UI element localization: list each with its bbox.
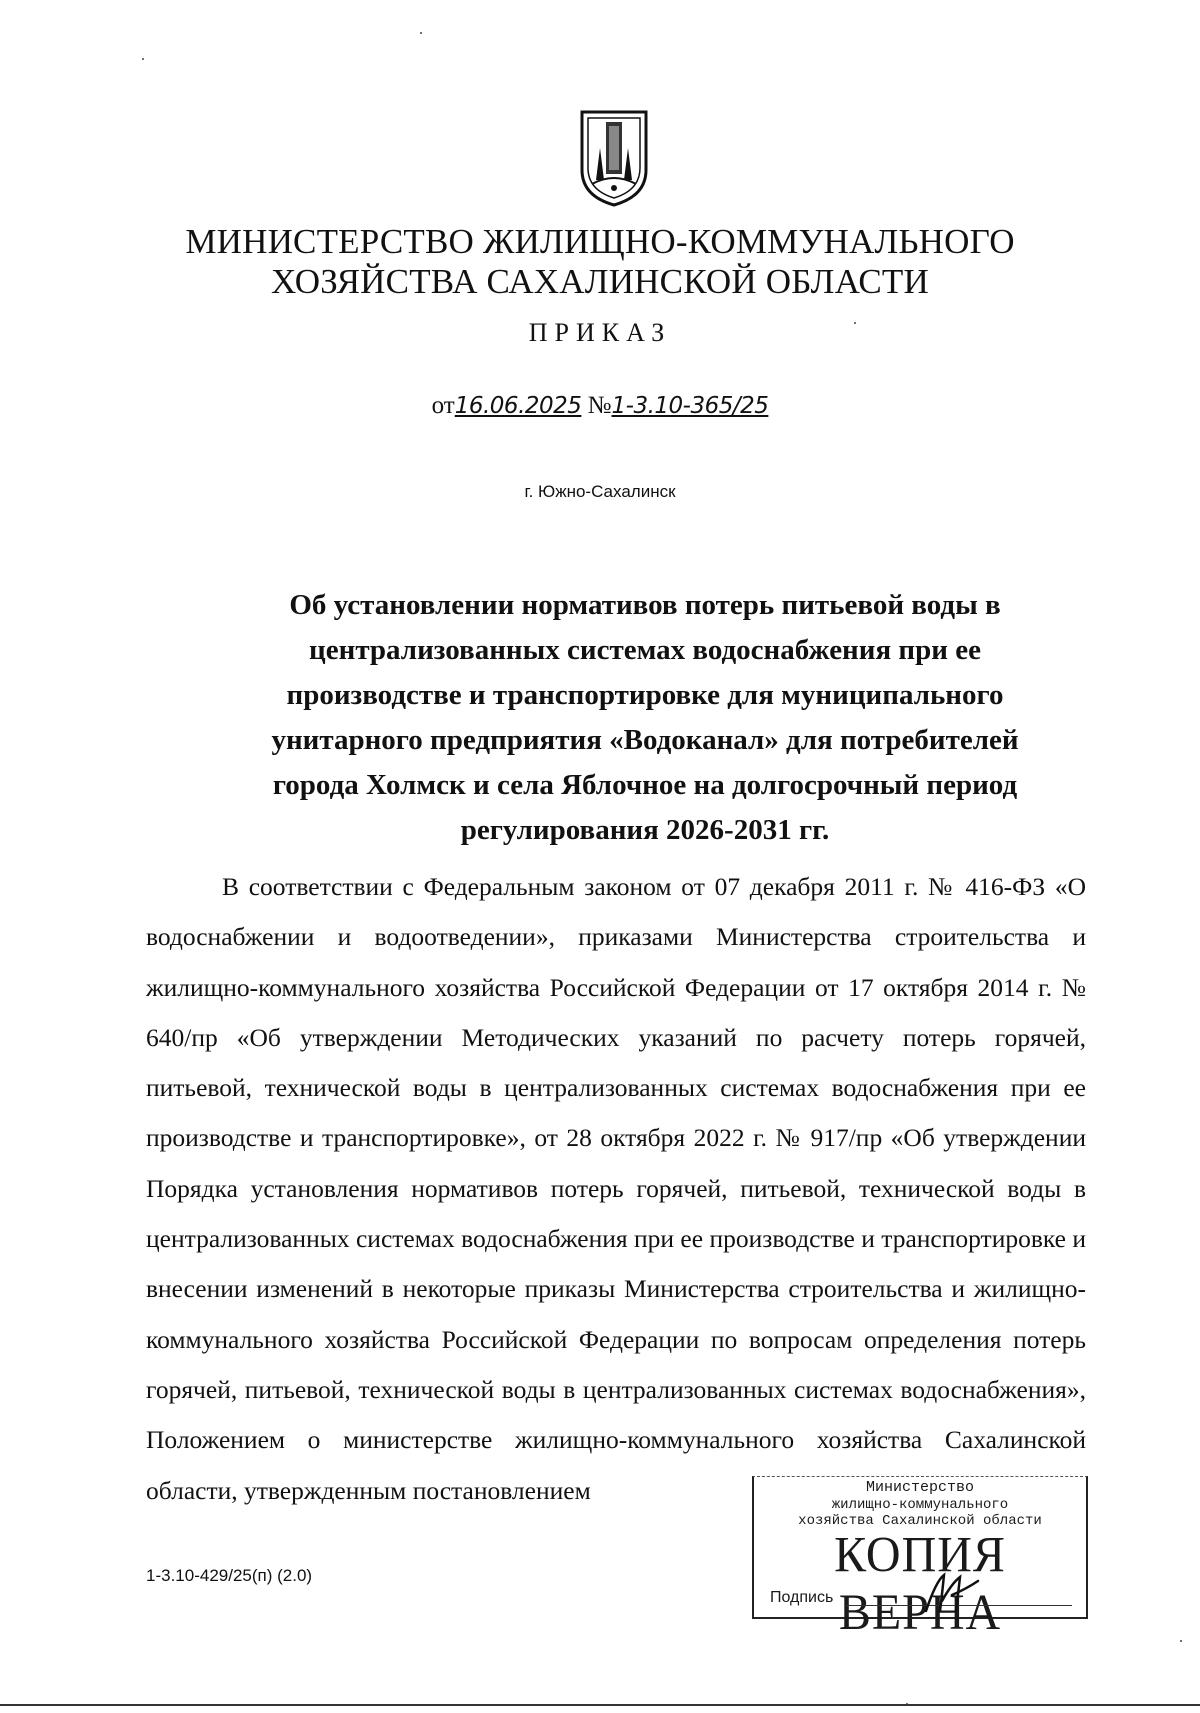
scan-speck [1180, 1640, 1182, 1642]
heading-line: регулирования 2026-2031 гг. [460, 814, 830, 846]
copy-certified-stamp [752, 1476, 1088, 1641]
heading-line: унитарного предприятия «Водоканал» для потребителей [271, 724, 1019, 756]
stamp-line3: хозяйства Сахалинской области [798, 1513, 1042, 1529]
scan-speck [854, 322, 856, 324]
doc-code: 1-3.10-429/25(п) (2.0) [146, 1566, 313, 1585]
stamp-main-text: КОПИЯ ВЕРНА [834, 1527, 1006, 1641]
stamp-line1: Министерство [865, 1479, 975, 1496]
number-prefix: № [587, 392, 612, 419]
date-value: 16.06.2025 [454, 393, 582, 419]
doc-type-title: ПРИКАЗ [528, 318, 672, 347]
heading-line: производстве и транспортировке для муниципального [286, 679, 1004, 711]
scan-speck [142, 58, 144, 60]
ministry-name-line2: ХОЗЯЙСТВА САХАЛИНСКОЙ ОБЛАСТИ [271, 262, 929, 301]
ministry-name-line1: МИНИСТЕРСТВО ЖИЛИЩНО-КОММУНАЛЬНОГО [185, 222, 1015, 261]
page-bottom-edge [0, 1704, 1200, 1706]
order-date-number [300, 392, 900, 420]
heading-line: города Холмск и села Яблочное на долгосрочный период [272, 769, 1018, 801]
body-paragraph: В соответствии с Федеральным законом от 07 декабря 2011 г. № 416-ФЗ «О водоснабжении и водоотведении», приказами Министерства строительства и жилищно-коммунального хозяйства Российской Федерации от 17 октября 2014 г. № 640/пр «Об утверждении Методических указаний по расчету потерь горячей, питьевой, технической воды в централизованных системах водоснабжения при ее производстве и транспортировке», от 28 октября 2022 г. № 917/пр «Об утверждении Порядка установления нормативов потерь горячей, питьевой, технической воды в централизованных системах водоснабжения при ее производстве и транспортировке и внесении изменений в некоторые приказы Министерства строительства и жилищно-коммунального хозяйства Российской Федерации по вопросам определения потерь горячей, питьевой, технической воды в централизованных системах водоснабжения», Положением о министерстве жилищно-коммунального хозяйства Сахалинской области, утвержденным постановлением [146, 872, 1086, 1505]
scan-speck [420, 32, 422, 34]
scan-speck [906, 1703, 908, 1705]
date-prefix: от [431, 392, 455, 419]
order-heading [200, 583, 1090, 853]
stamp-line2: жилищно-коммунального [831, 1497, 1009, 1513]
number-value: 1-3.10-365/25 [611, 393, 769, 419]
city-name: г. Южно-Сахалинск [524, 482, 676, 501]
heading-line: Об установлении нормативов потерь питьевой воды в [289, 589, 1001, 621]
ministry-name [150, 222, 1050, 302]
signature-mark-icon [922, 1571, 982, 1615]
heading-line: централизованных системах водоснабжения при ее [309, 634, 981, 666]
stamp-sign-label: Подпись [770, 1589, 834, 1606]
coat-of-arms-icon [576, 108, 652, 208]
